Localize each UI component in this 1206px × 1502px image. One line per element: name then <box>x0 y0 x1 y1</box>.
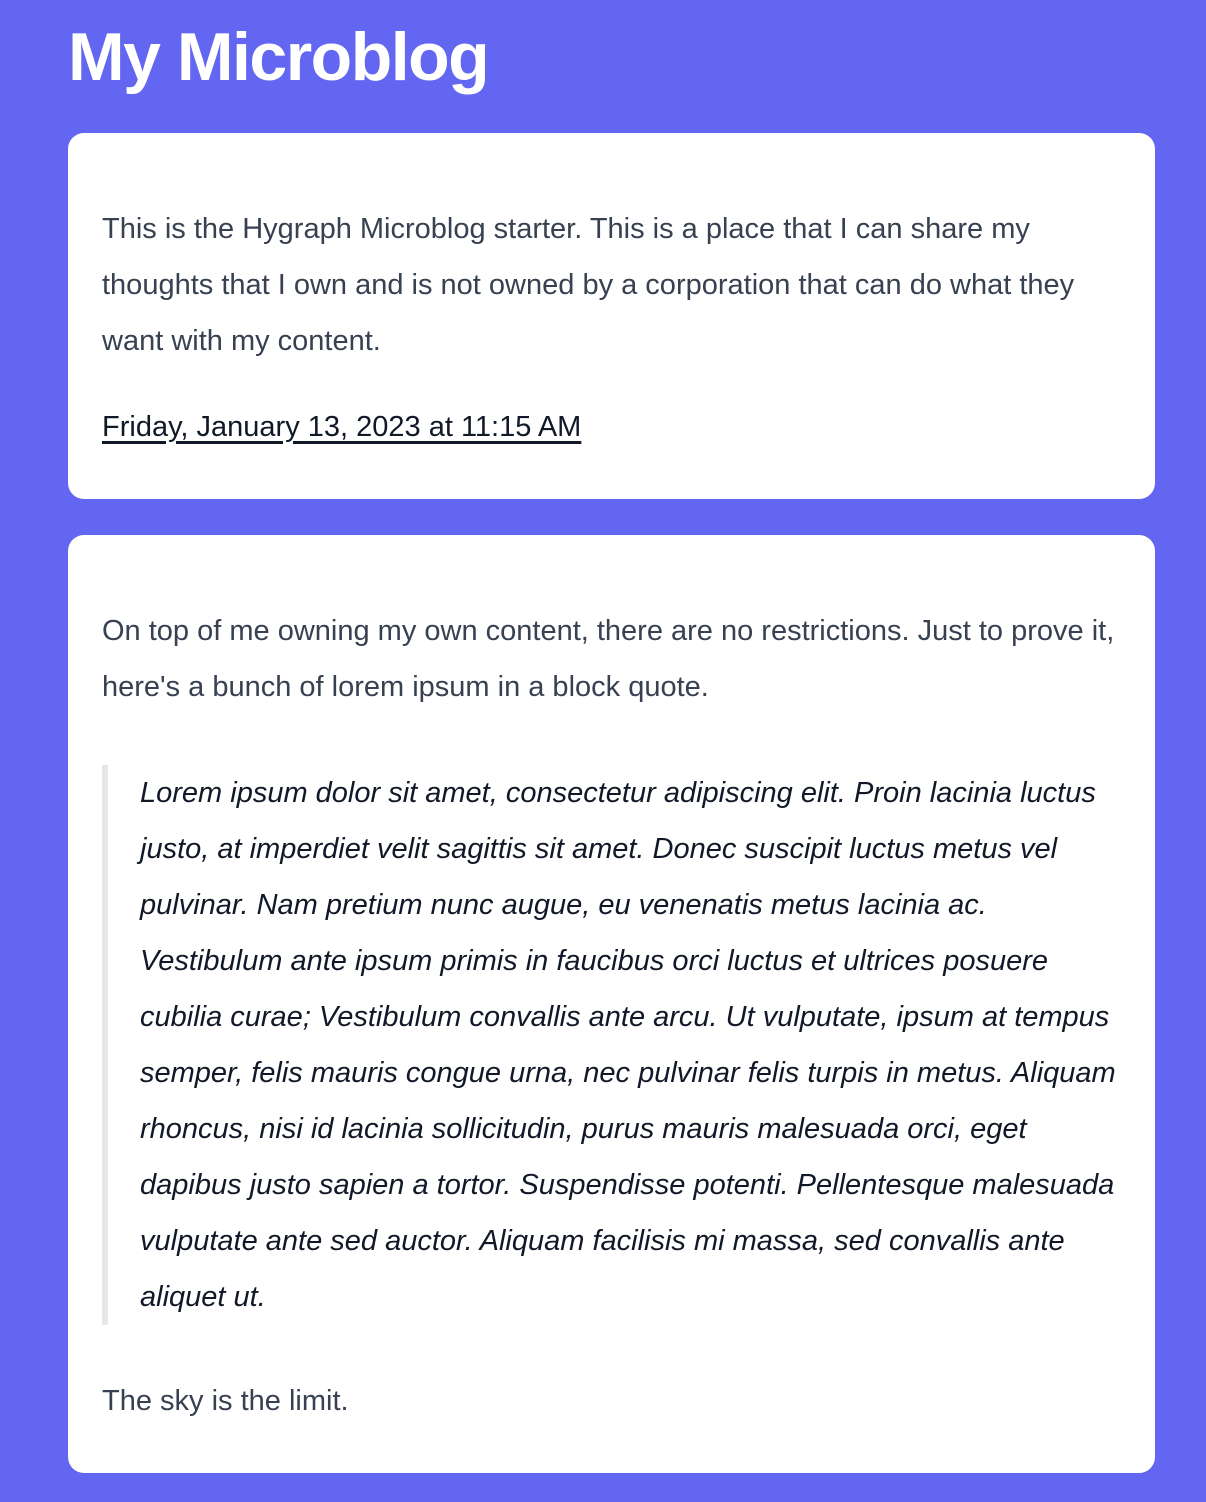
post-body-text: On top of me owning my own content, there are no restrictions. Just to prove it, here's a bunch of lorem ipsum in a block quote. <box>102 615 1115 703</box>
post-body-text: This is the Hygraph Microblog starter. This is a place that I can share my thoughts that I own and is not owned by a corporation that can do what they want with my content. <box>102 213 1075 357</box>
post-card <box>68 535 1155 1473</box>
post-permalink-date[interactable]: Friday, January 13, 2023 at 11:15 AM <box>102 411 582 443</box>
post-card <box>68 133 1155 499</box>
post-closing-line: The sky is the limit. <box>102 1385 349 1417</box>
site-title: My Microblog <box>68 19 489 95</box>
post-blockquote: Lorem ipsum dolor sit amet, consectetur adipiscing elit. Proin lacinia luctus justo, at imperdiet velit sagittis sit amet. Donec suscipit luctus metus vel pulvinar. Nam pretium nunc augue, eu venenatis metus lacinia ac. Vestibulum ante ipsum primis in faucibus orci luctus et ultrices posuere cubilia curae; Vestibulum convallis ante arcu. Ut vulputate, ipsum at tempus semper, felis mauris congue urna, nec pulvinar felis turpis in metus. Aliquam rhoncus, nisi id lacinia sollicitudin, purus mauris malesuada orci, eget dapibus justo sapien a tortor. Suspendisse potenti. Pellentesque malesuada vulputate ante sed auctor. Aliquam facilisis mi massa, sed convallis ante aliquet ut. <box>102 765 1121 1325</box>
page-container <box>68 16 1155 1473</box>
